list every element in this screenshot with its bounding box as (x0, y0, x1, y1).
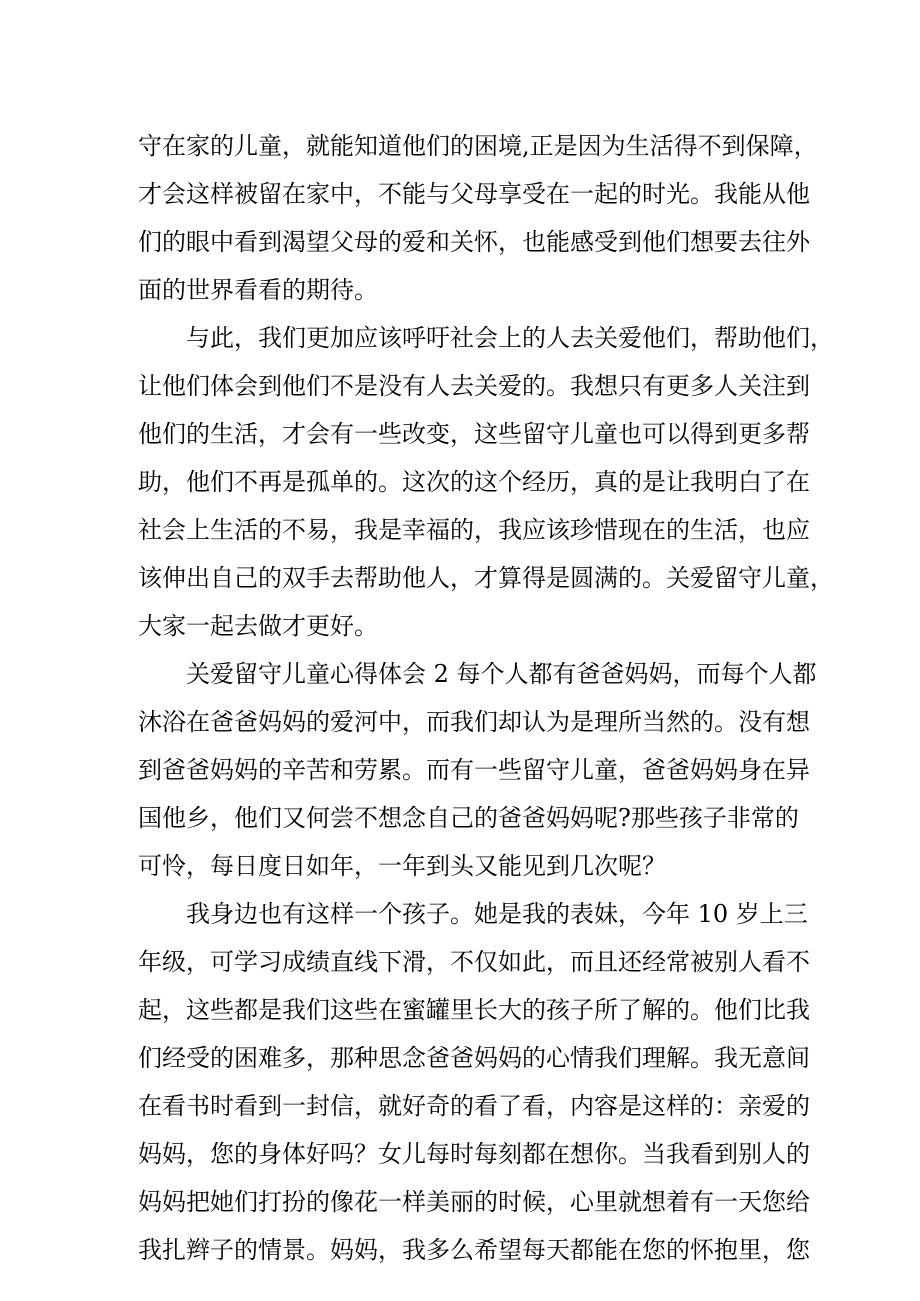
text-line: 妈妈把她们打扮的像花一样美丽的时候，心里就想着有一天您给 (138, 1188, 810, 1216)
paragraph-4 (138, 890, 810, 1274)
text-line: 们的眼中看到渴望父母的爱和关怀，也能感受到他们想要去往外 (138, 228, 810, 256)
paragraph-2 (138, 314, 834, 650)
text-line: 妈妈，您的身体好吗？女儿每时每刻都在想你。当我看到别人的 (138, 1140, 810, 1168)
text-line: 社会上生活的不易，我是幸福的，我应该珍惜现在的生活，也应 (138, 516, 810, 544)
text-line: 国他乡，他们又何尝不想念自己的爸爸妈妈呢?那些孩子非常的 (138, 804, 799, 832)
text-line: 让他们体会到他们不是没有人去关爱的。我想只有更多人关注到 (138, 372, 810, 400)
text-line: 助，他们不再是孤单的。这次的这个经历，真的是让我明白了在 (138, 468, 810, 496)
text-line: 沐浴在爸爸妈妈的爱河中，而我们却认为是理所当然的。没有想 (138, 708, 810, 736)
text-line: 该伸出自己的双手去帮助他人，才算得是圆满的。关爱留守儿童， (138, 564, 834, 592)
text-line: 关爱留守儿童心得体会 2 每个人都有爸爸妈妈，而每个人都 (186, 660, 817, 688)
text-line: 们经受的困难多，那种思念爸爸妈妈的心情我们理解。我无意间 (138, 1044, 810, 1072)
paragraph-1 (138, 122, 818, 314)
text-line: 到爸爸妈妈的辛苦和劳累。而有一些留守儿童，爸爸妈妈身在异 (138, 756, 810, 784)
text-line: 他们的生活，才会有一些改变，这些留守儿童也可以得到更多帮 (138, 420, 810, 448)
text-line: 可怜，每日度日如年，一年到头又能见到几次呢？ (138, 852, 666, 880)
text-line: 在看书时看到一封信，就好奇的看了看，内容是这样的：亲爱的 (138, 1092, 810, 1120)
text-line: 大家一起去做才更好。 (138, 612, 378, 640)
text-line: 年级，可学习成绩直线下滑，不仅如此，而且还经常被别人看不 (138, 948, 810, 976)
text-line: 守在家的儿童，就能知道他们的困境,正是因为生活得不到保障， (138, 132, 818, 160)
text-line: 面的世界看看的期待。 (138, 276, 378, 304)
text-line: 我身边也有这样一个孩子。她是我的表妹，今年 10 岁上三 (186, 900, 808, 928)
text-line: 与此，我们更加应该呼吁社会上的人去关爱他们，帮助他们， (186, 324, 834, 352)
text-line: 起，这些都是我们这些在蜜罐里长大的孩子所了解的。他们比我 (138, 996, 810, 1024)
paragraph-3 (138, 650, 817, 890)
text-line: 我扎辫子的情景。妈妈，我多么希望每天都能在您的怀抱里，您 (138, 1236, 810, 1264)
text-line: 才会这样被留在家中，不能与父母享受在一起的时光。我能从他 (138, 180, 810, 208)
document-body (138, 122, 834, 1274)
